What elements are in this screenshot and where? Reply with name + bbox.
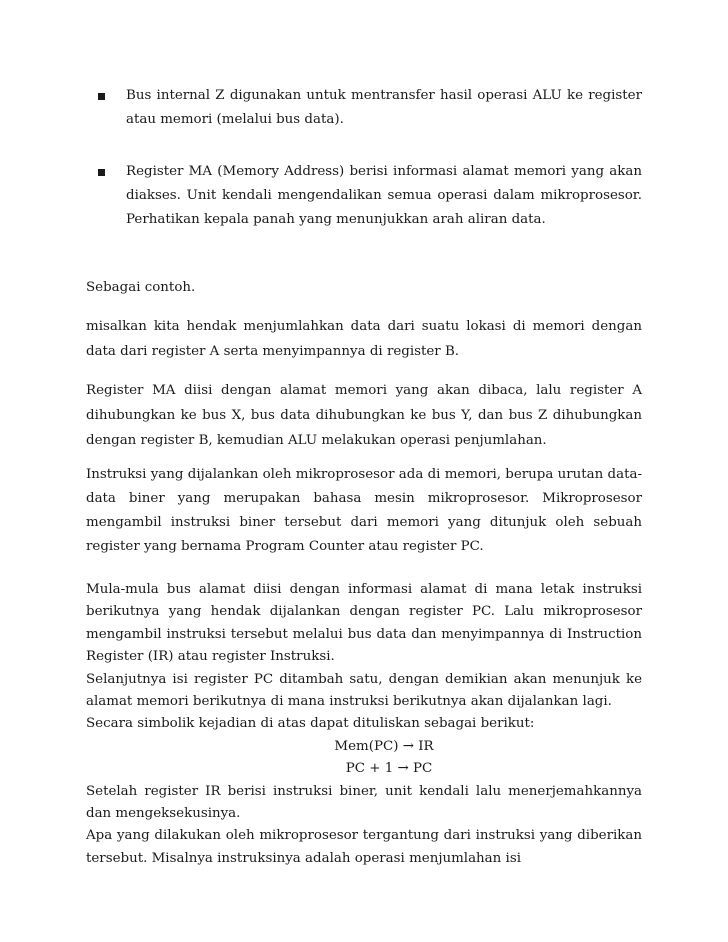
paragraph: Mula-mula bus alamat diisi dengan informasi alamat di mana letak instruksi berikutnya yang hendak dijalankan dengan register PC. Lalu mikroprosesor mengambil instruksi tersebut melalui bus data dan menyimpannya di Instruction Register (IR) atau register Instruksi. bbox=[86, 582, 642, 665]
paragraph: Secara simbolik kejadian di atas dapat dituliskan sebagai berikut: bbox=[86, 716, 535, 732]
bullet-item bbox=[98, 84, 642, 132]
bullet-text: Bus internal Z digunakan untuk mentransfer hasil operasi ALU ke register atau memori (melalui bus data). bbox=[126, 88, 642, 127]
paragraph: Setelah register IR berisi instruksi biner, unit kendali lalu menerjemahkannya dan mengeksekusinya. bbox=[86, 783, 642, 822]
bullet-list bbox=[98, 84, 642, 232]
paragraph: Register MA diisi dengan alamat memori yang akan dibaca, lalu register A dihubungkan ke bus X, bus data dihubungkan ke bus Y, dan bus Z dihubungkan dengan register B, kemudian ALU melakukan operasi penjumlahan. bbox=[86, 383, 642, 448]
formula-line: PC + 1 → PC bbox=[345, 761, 433, 777]
formula-line: Mem(PC) → IR bbox=[334, 738, 434, 754]
bullet-text: Register MA (Memory Address) berisi informasi alamat memori yang akan diakses. Unit kendali mengendalikan semua operasi dalam mikroprosesor. Perhatikan kepala panah yang menunjukkan arah aliran data. bbox=[126, 164, 642, 227]
paragraph: Instruksi yang dijalankan oleh mikroprosesor ada di memori, berupa urutan data-data biner yang merupakan bahasa mesin mikroprosesor. Mikroprosesor mengambil instruksi biner tersebut dari memori yang ditunjuk oleh sebuah register yang bernama Program Counter atau register PC. bbox=[86, 467, 642, 554]
paragraph: misalkan kita hendak menjumlahkan data dari suatu lokasi di memori dengan data dari register A serta menyimpannya di register B. bbox=[86, 319, 642, 359]
bullet-item bbox=[98, 160, 642, 232]
square-bullet-icon bbox=[98, 93, 105, 100]
body-text bbox=[86, 275, 642, 870]
paragraph: Apa yang dilakukan oleh mikroprosesor tergantung dari instruksi yang diberikan tersebut. Misalnya instruksinya adalah operasi menjumlahan isi bbox=[86, 828, 642, 866]
paragraph-example-heading: Sebagai contoh. bbox=[86, 280, 196, 295]
square-bullet-icon bbox=[98, 169, 105, 176]
paragraph: Selanjutnya isi register PC ditambah satu, dengan demikian akan menunjuk ke alamat memori berikutnya di mana instruksi berikutnya akan dijalankan lagi. bbox=[86, 671, 642, 710]
